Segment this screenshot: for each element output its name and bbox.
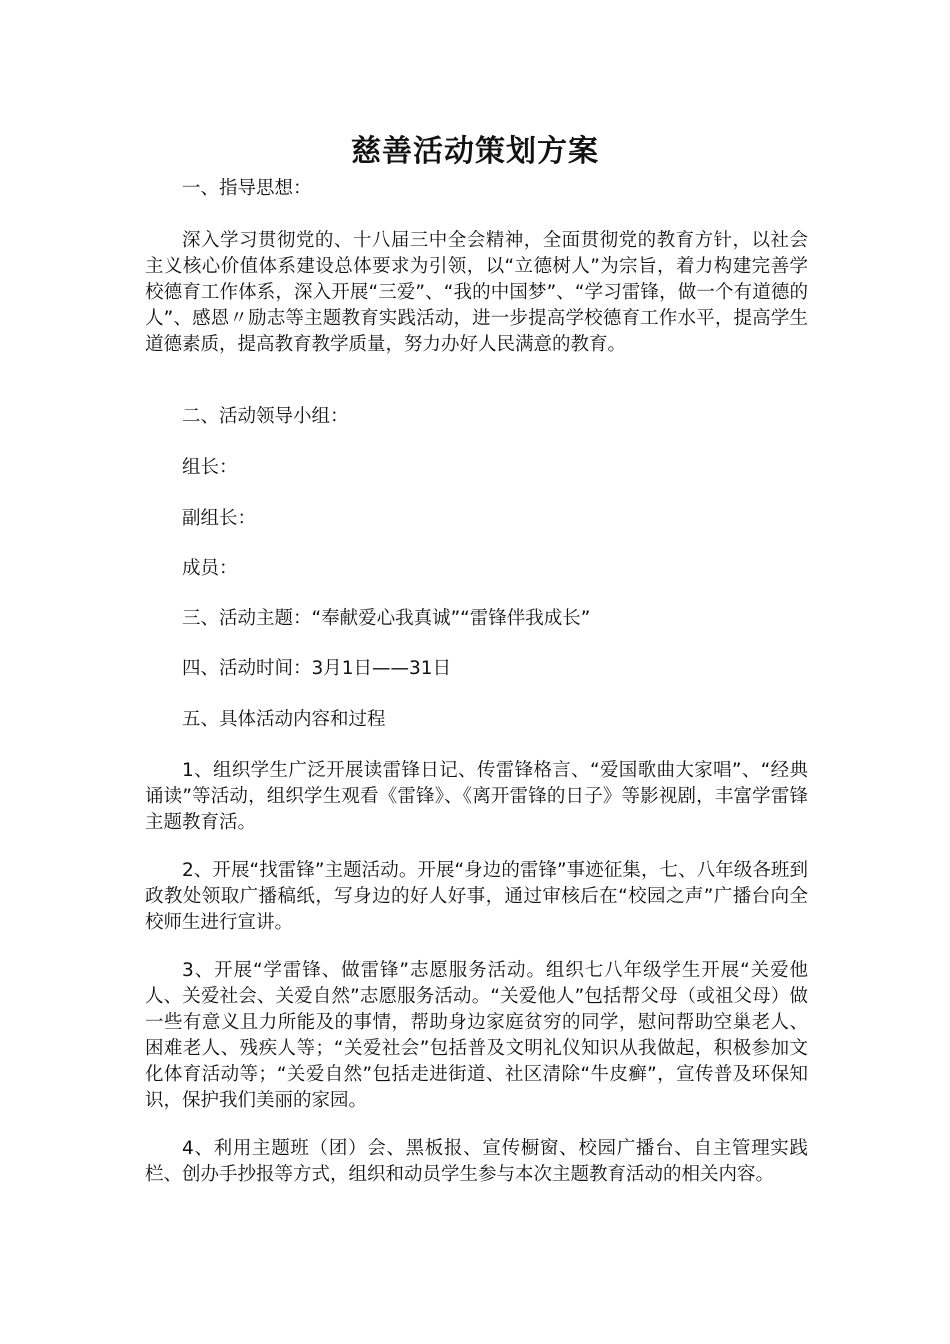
paragraph: 四、活动时间：3月1日——31日 bbox=[182, 658, 452, 679]
activity-item-3 bbox=[145, 958, 808, 1114]
activity-item-2 bbox=[145, 858, 808, 936]
section-content-heading bbox=[145, 707, 808, 733]
section-theme bbox=[145, 606, 808, 632]
paragraph: 1、组织学生广泛开展读雷锋日记、传雷锋格言、“爱国歌曲大家唱”、“经典诵读”等活动，组织学生观看《雷锋》、《离开雷锋的日子》等影视剧，丰富学雷锋主题教育活。 bbox=[145, 760, 808, 833]
paragraph: 五、具体活动内容和过程 bbox=[182, 709, 386, 730]
paragraph: 4、利用主题班（团）会、黑板报、宣传橱窗、校园广播台、自主管理实践栏、创办手抄报等方式，组织和动员学生参与本次主题教育活动的相关内容。 bbox=[145, 1138, 808, 1185]
members-line bbox=[145, 556, 808, 582]
paragraph: 一、指导思想： bbox=[182, 178, 312, 199]
paragraph: 二、活动领导小组： bbox=[182, 406, 349, 427]
paragraph: 成员： bbox=[182, 558, 238, 579]
section-leadership-heading bbox=[145, 404, 808, 430]
deputy-leader-line bbox=[145, 506, 808, 532]
paragraph: 三、活动主题：“奉献爱心我真诚”“雷锋伴我成长” bbox=[182, 608, 591, 629]
paragraph: 2、开展“找雷锋”主题活动。开展“身边的雷锋”事迹征集，七、八年级各班到政教处领取广播稿纸，写身边的好人好事，通过审核后在“校园之声”广播台向全校师生进行宣讲。 bbox=[145, 860, 808, 933]
section-guiding-body bbox=[145, 228, 808, 358]
paragraph: 3、开展“学雷锋、做雷锋”志愿服务活动。组织七八年级学生开展“关爱他人、关爱社会、关爱自然”志愿服务活动。“关爱他人”包括帮父母（或祖父母）做一些有意义且力所能及的事情，帮助身边家庭贫穷的同学，慰问帮助空巢老人、困难老人、残疾人等；“关爱社会”包括普及文明礼仪知识从我做起，积极参加文化体育活动等；“关爱自然”包括走进街道、社区清除“牛皮癣”，宣传普及环保知识，保护我们美丽的家园。 bbox=[145, 960, 808, 1111]
leader-line bbox=[145, 455, 808, 481]
paragraph: 组长： bbox=[182, 457, 238, 478]
section-time bbox=[145, 656, 808, 682]
paragraph: 深入学习贯彻党的、十八届三中全会精神，全面贯彻党的教育方针，以社会主义核心价值体系建设总体要求为引领，以“立德树人”为宗旨，着力构建完善学校德育工作体系，深入开展“三爱”、“我的中国梦”、“学习雷锋，做一个有道德的人”、感恩〃励志等主题教育实践活动，进一步提高学校德育工作水平，提高学生道德素质，提高教育教学质量，努力办好人民满意的教育。 bbox=[145, 230, 808, 355]
activity-item-4 bbox=[145, 1136, 808, 1188]
section-guiding-heading bbox=[145, 176, 808, 202]
activity-item-1 bbox=[145, 758, 808, 836]
document-title: 慈善活动策划方案 bbox=[351, 134, 599, 169]
paragraph: 副组长： bbox=[182, 508, 257, 529]
